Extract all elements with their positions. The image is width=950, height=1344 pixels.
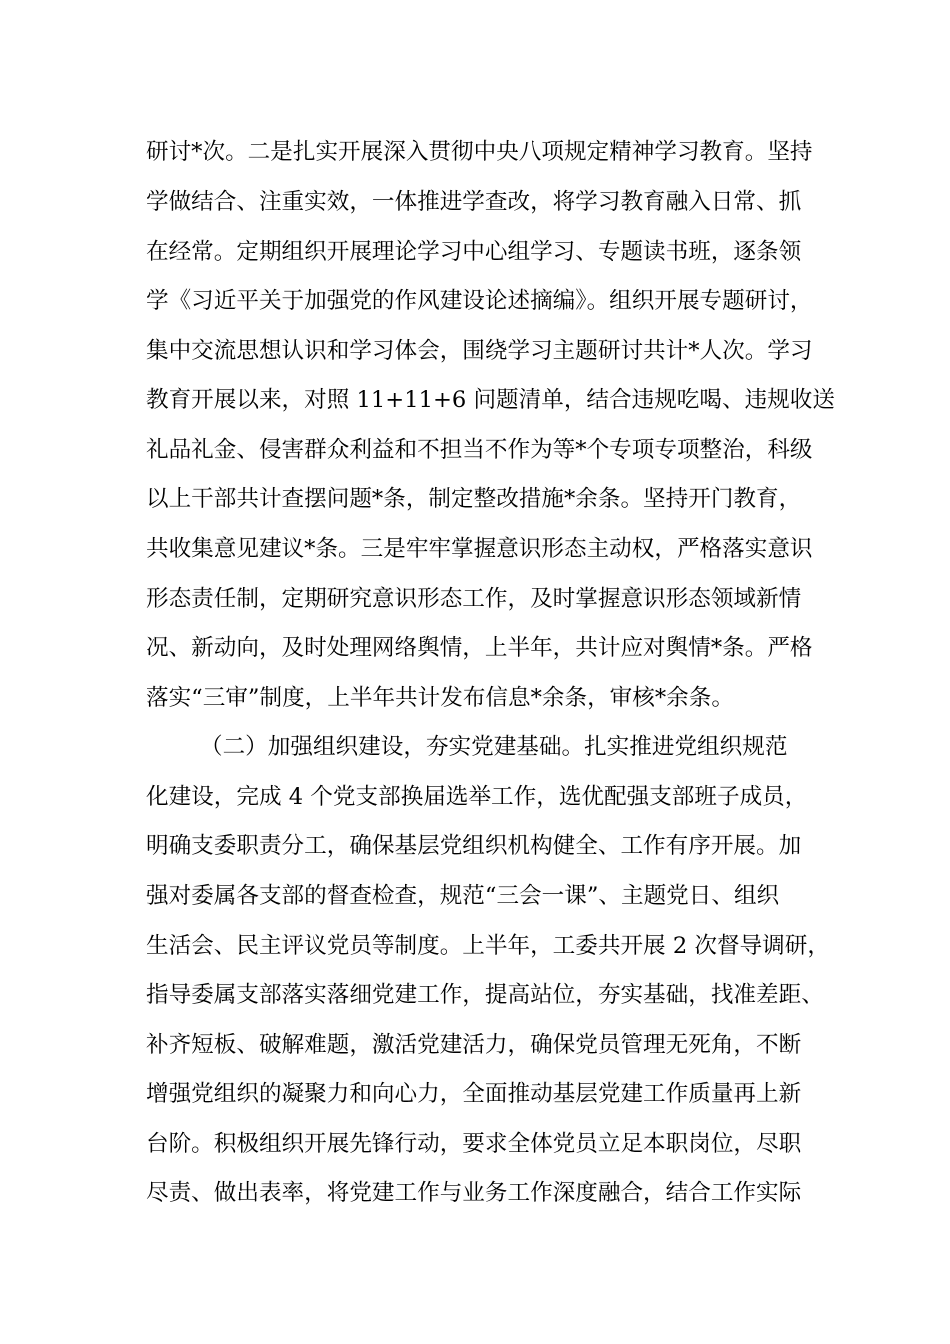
text-line: 研讨*次。二是扎实开展深入贯彻中央八项规定精神学习教育。坚持	[146, 139, 813, 165]
text-line: 增强党组织的凝聚力和向心力，全面推动基层党建工作质量再上新	[146, 1081, 802, 1107]
text-line: 况、新动向，及时处理网络舆情，上半年，共计应对舆情*条。严格	[146, 635, 813, 661]
text-line: 在经常。定期组织开展理论学习中心组学习、专题读书班，逐条领	[146, 239, 802, 265]
text-line: 形态责任制，定期研究意识形态工作，及时掌握意识形态领域新情	[146, 586, 802, 612]
text-line: 礼品礼金、侵害群众利益和不担当不作为等*个专项专项整治，科级	[146, 437, 813, 463]
text-line: 教育开展以来，对照 11+11+6 问题清单，结合违规吃喝、违规收送	[146, 387, 835, 413]
text-line: 学《习近平关于加强党的作风建设论述摘编》。组织开展专题研讨，	[146, 288, 813, 314]
text-line: 明确支委职责分工，确保基层党组织机构健全、工作有序开展。加	[146, 833, 802, 859]
text-line: 以上干部共计查摆问题*条，制定整改措施*余条。坚持开门教育，	[146, 486, 802, 512]
text-line: 共收集意见建议*条。三是牢牢掌握意识形态主动权，严格落实意识	[146, 536, 813, 562]
section-heading-line: （二）加强组织建设，夯实党建基础。扎实推进党组织规范	[200, 734, 788, 760]
text-line: 尽责、做出表率，将党建工作与业务工作深度融合，结合工作实际	[146, 1180, 802, 1206]
text-line: 化建设，完成 4 个党支部换届选举工作，选优配强支部班子成员，	[146, 784, 808, 810]
text-line: 学做结合、注重实效，一体推进学查改，将学习教育融入日常、抓	[146, 189, 802, 215]
text-line: 指导委属支部落实落细党建工作，提高站位，夯实基础，找准差距、	[146, 982, 824, 1008]
text-line: 台阶。积极组织开展先锋行动，要求全体党员立足本职岗位，尽职	[146, 1131, 802, 1157]
text-line: 落实“三审”制度，上半年共计发布信息*余条，审核*余条。	[146, 685, 734, 711]
text-line: 强对委属各支部的督查检查，规范“三会一课”、主题党日、组织	[146, 883, 780, 909]
text-line: 补齐短板、破解难题，激活党建活力，确保党员管理无死角，不断	[146, 1032, 802, 1058]
text-line: 生活会、民主评议党员等制度。上半年，工委共开展 2 次督导调研，	[146, 933, 830, 959]
text-line: 集中交流思想认识和学习体会，围绕学习主题研讨共计*人次。学习	[146, 338, 813, 364]
